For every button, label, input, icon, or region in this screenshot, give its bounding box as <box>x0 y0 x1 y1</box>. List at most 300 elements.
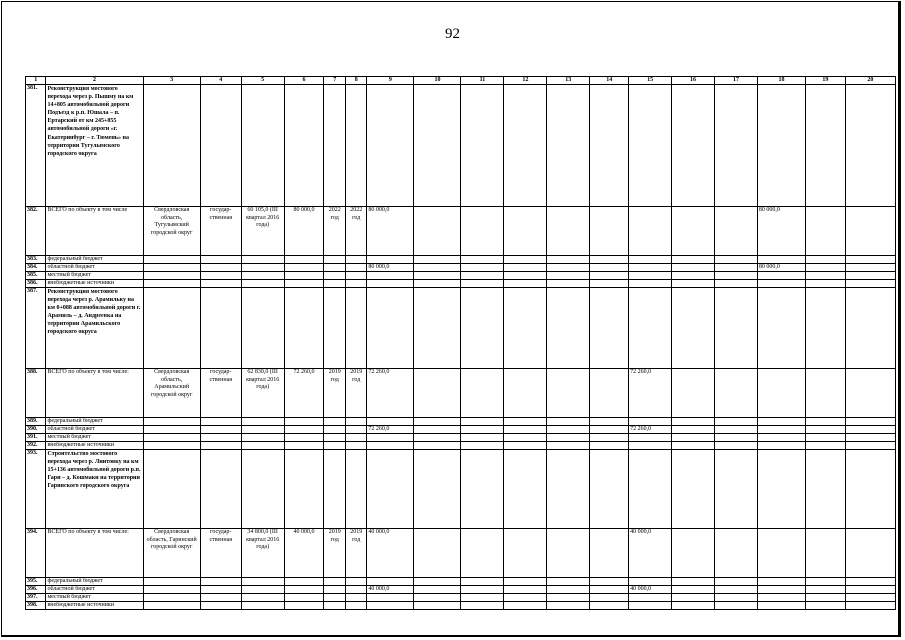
cell-col-5 <box>241 280 284 288</box>
cell-col-16 <box>672 272 715 280</box>
cell-col-18 <box>757 578 805 586</box>
cell-col-4 <box>200 450 241 529</box>
table-row <box>26 256 896 264</box>
cell-col-11 <box>461 602 504 610</box>
cell-col-6: 72 260,0 <box>284 369 324 418</box>
table-row <box>26 418 896 426</box>
cell-col-19 <box>805 578 845 586</box>
cell-col-20 <box>845 594 895 602</box>
column-number-7: 7 <box>324 77 345 85</box>
cell-col-18 <box>757 594 805 602</box>
cell-col-20 <box>845 369 895 418</box>
cell-col-19 <box>805 434 845 442</box>
cell-col-15 <box>629 602 672 610</box>
cell-col-3 <box>143 586 200 594</box>
cell-col-6 <box>284 280 324 288</box>
row-number: 383. <box>26 256 46 264</box>
cell-col-9: 72 260,0 <box>367 369 414 418</box>
cell-col-5 <box>241 256 284 264</box>
cell-col-17 <box>714 288 757 369</box>
cell-col-14 <box>590 450 629 529</box>
program-table <box>25 76 896 610</box>
cell-col-11 <box>461 207 504 256</box>
cell-col-13 <box>547 450 590 529</box>
cell-col-19 <box>805 602 845 610</box>
table-row <box>26 288 896 369</box>
column-number-1: 1 <box>26 77 46 85</box>
row-number: 397. <box>26 594 46 602</box>
cell-col-14 <box>590 264 629 272</box>
cell-col-11 <box>461 256 504 264</box>
cell-col-11 <box>461 586 504 594</box>
cell-col-9: 40 000,0 <box>367 586 414 594</box>
cell-col-5 <box>241 85 284 207</box>
cell-col-6: 80 000,0 <box>284 207 324 256</box>
cell-col-15: 72 260,0 <box>629 426 672 434</box>
cell-col-17 <box>714 594 757 602</box>
cell-col-18 <box>757 280 805 288</box>
cell-col-3 <box>143 264 200 272</box>
cell-col-11 <box>461 594 504 602</box>
row-number: 384. <box>26 264 46 272</box>
cell-col-17 <box>714 578 757 586</box>
cell-col-10 <box>414 602 461 610</box>
table-row <box>26 280 896 288</box>
cell-col-16 <box>672 85 715 207</box>
cell-col-13 <box>547 369 590 418</box>
cell-col-4 <box>200 256 241 264</box>
cell-col-16 <box>672 602 715 610</box>
cell-col-9: 80 000,0 <box>367 207 414 256</box>
cell-col-4: государ-ственная <box>200 207 241 256</box>
cell-col-13 <box>547 264 590 272</box>
cell-col-18 <box>757 256 805 264</box>
cell-col-19 <box>805 272 845 280</box>
cell-col-14 <box>590 418 629 426</box>
cell-col-13 <box>547 602 590 610</box>
cell-col-18 <box>757 85 805 207</box>
cell-col-14 <box>590 602 629 610</box>
table-row <box>26 207 896 256</box>
table-row <box>26 586 896 594</box>
cell-col-18 <box>757 272 805 280</box>
cell-col-19 <box>805 85 845 207</box>
cell-col-7 <box>324 450 345 529</box>
row-number: 393. <box>26 450 46 529</box>
cell-col-14 <box>590 594 629 602</box>
page-number: 92 <box>445 26 460 42</box>
cell-col-19 <box>805 280 845 288</box>
cell-col-13 <box>547 426 590 434</box>
cell-col-12 <box>504 264 547 272</box>
cell-col-7: 2019 год <box>324 369 345 418</box>
cell-col-16 <box>672 594 715 602</box>
cell-col-12 <box>504 272 547 280</box>
cell-col-7 <box>324 426 345 434</box>
cell-col-17 <box>714 280 757 288</box>
table-row <box>26 602 896 610</box>
row-number: 388. <box>26 369 46 418</box>
cell-col-11 <box>461 434 504 442</box>
cell-col-20 <box>845 602 895 610</box>
cell-col-8 <box>345 280 366 288</box>
cell-col-5 <box>241 586 284 594</box>
cell-col-9: 72 260,0 <box>367 426 414 434</box>
cell-col-16 <box>672 418 715 426</box>
cell-col-20 <box>845 442 895 450</box>
cell-col-20 <box>845 280 895 288</box>
cell-col-17 <box>714 529 757 578</box>
cell-col-8 <box>345 272 366 280</box>
cell-col-20 <box>845 426 895 434</box>
column-number-16: 16 <box>672 77 715 85</box>
column-number-3: 3 <box>143 77 200 85</box>
cell-col-15 <box>629 450 672 529</box>
cell-col-3: Свердловская область, Гаринский городской округ <box>143 529 200 578</box>
cell-col-2: внебюджетные источники <box>46 602 143 610</box>
cell-col-11 <box>461 426 504 434</box>
cell-col-6 <box>284 586 324 594</box>
cell-col-15: 72 260,0 <box>629 369 672 418</box>
cell-col-6 <box>284 288 324 369</box>
cell-col-8 <box>345 264 366 272</box>
cell-col-18: 80 000,0 <box>757 207 805 256</box>
column-number-20: 20 <box>845 77 895 85</box>
cell-col-17 <box>714 442 757 450</box>
cell-col-6 <box>284 256 324 264</box>
cell-col-17 <box>714 450 757 529</box>
cell-col-15 <box>629 207 672 256</box>
cell-col-12 <box>504 207 547 256</box>
cell-col-4 <box>200 602 241 610</box>
cell-col-13 <box>547 272 590 280</box>
cell-col-8 <box>345 450 366 529</box>
cell-col-13 <box>547 529 590 578</box>
cell-col-10 <box>414 256 461 264</box>
cell-col-7 <box>324 442 345 450</box>
cell-col-18 <box>757 602 805 610</box>
cell-col-7 <box>324 602 345 610</box>
column-header-row <box>26 77 896 85</box>
cell-col-7 <box>324 586 345 594</box>
cell-col-15 <box>629 594 672 602</box>
cell-col-17 <box>714 418 757 426</box>
cell-col-13 <box>547 207 590 256</box>
cell-col-10 <box>414 529 461 578</box>
cell-col-7 <box>324 578 345 586</box>
cell-col-5 <box>241 442 284 450</box>
cell-col-10 <box>414 594 461 602</box>
cell-col-7 <box>324 288 345 369</box>
cell-col-19 <box>805 369 845 418</box>
cell-col-8 <box>345 594 366 602</box>
cell-col-3 <box>143 272 200 280</box>
row-number: 387. <box>26 288 46 369</box>
cell-col-6 <box>284 450 324 529</box>
cell-col-3: Свердловская область, Арамильский городской округ <box>143 369 200 418</box>
cell-col-16 <box>672 529 715 578</box>
cell-col-8 <box>345 434 366 442</box>
cell-col-15: 40 000,0 <box>629 529 672 578</box>
column-number-11: 11 <box>461 77 504 85</box>
cell-col-12 <box>504 450 547 529</box>
cell-col-15 <box>629 418 672 426</box>
cell-col-5 <box>241 594 284 602</box>
cell-col-20 <box>845 264 895 272</box>
column-number-8: 8 <box>345 77 366 85</box>
cell-col-4 <box>200 418 241 426</box>
cell-col-2: областной бюджет <box>46 264 143 272</box>
cell-col-11 <box>461 369 504 418</box>
table-row <box>26 594 896 602</box>
cell-col-10 <box>414 280 461 288</box>
column-number-13: 13 <box>547 77 590 85</box>
cell-col-4 <box>200 264 241 272</box>
cell-col-15 <box>629 272 672 280</box>
cell-col-15 <box>629 578 672 586</box>
cell-col-9 <box>367 434 414 442</box>
cell-col-2: внебюджетные источники <box>46 280 143 288</box>
cell-col-19 <box>805 586 845 594</box>
cell-col-16 <box>672 288 715 369</box>
cell-col-3 <box>143 280 200 288</box>
cell-col-5: 60 105,0 (III квартал 2016 года) <box>241 207 284 256</box>
cell-col-17 <box>714 434 757 442</box>
cell-col-5 <box>241 264 284 272</box>
cell-col-12 <box>504 280 547 288</box>
column-number-14: 14 <box>590 77 629 85</box>
cell-col-3 <box>143 434 200 442</box>
cell-col-14 <box>590 288 629 369</box>
cell-col-10 <box>414 85 461 207</box>
cell-col-5 <box>241 602 284 610</box>
cell-col-10 <box>414 586 461 594</box>
cell-col-15 <box>629 434 672 442</box>
column-number-6: 6 <box>284 77 324 85</box>
cell-col-2: ВСЕГО по объекту в том числе <box>46 207 143 256</box>
cell-col-8: 2022 год <box>345 207 366 256</box>
cell-col-14 <box>590 529 629 578</box>
table-row <box>26 272 896 280</box>
column-number-2: 2 <box>46 77 143 85</box>
cell-col-12 <box>504 442 547 450</box>
cell-col-9 <box>367 602 414 610</box>
cell-col-18 <box>757 586 805 594</box>
cell-col-18 <box>757 529 805 578</box>
cell-col-15: 40 000,0 <box>629 586 672 594</box>
cell-col-7: 2019 год <box>324 529 345 578</box>
table-row <box>26 442 896 450</box>
cell-col-6: 40 000,0 <box>284 529 324 578</box>
cell-col-8 <box>345 418 366 426</box>
cell-col-9: 40 000,0 <box>367 529 414 578</box>
row-number: 392. <box>26 442 46 450</box>
cell-col-8 <box>345 426 366 434</box>
cell-col-11 <box>461 264 504 272</box>
cell-col-20 <box>845 207 895 256</box>
cell-col-6 <box>284 426 324 434</box>
cell-col-11 <box>461 85 504 207</box>
cell-col-5 <box>241 434 284 442</box>
cell-col-16 <box>672 256 715 264</box>
cell-col-7 <box>324 280 345 288</box>
cell-col-2: ВСЕГО по объекту в том числе: <box>46 369 143 418</box>
cell-col-18: 80 000,0 <box>757 264 805 272</box>
cell-col-20 <box>845 256 895 264</box>
cell-col-6 <box>284 434 324 442</box>
cell-col-6 <box>284 602 324 610</box>
cell-col-3: Свердловская область, Тугулымский городской округ <box>143 207 200 256</box>
cell-col-4: государ-ственная <box>200 369 241 418</box>
cell-col-3 <box>143 85 200 207</box>
cell-col-17 <box>714 586 757 594</box>
cell-col-10 <box>414 434 461 442</box>
table-row <box>26 85 896 207</box>
cell-col-15 <box>629 264 672 272</box>
cell-col-4 <box>200 578 241 586</box>
row-number: 381. <box>26 85 46 207</box>
cell-col-8 <box>345 288 366 369</box>
cell-col-8 <box>345 256 366 264</box>
cell-col-19 <box>805 264 845 272</box>
row-number: 394. <box>26 529 46 578</box>
cell-col-14 <box>590 426 629 434</box>
cell-col-3 <box>143 450 200 529</box>
cell-col-14 <box>590 280 629 288</box>
cell-col-12 <box>504 426 547 434</box>
cell-col-16 <box>672 450 715 529</box>
cell-col-4 <box>200 442 241 450</box>
cell-col-6 <box>284 264 324 272</box>
row-number: 398. <box>26 602 46 610</box>
cell-col-16 <box>672 578 715 586</box>
cell-col-17 <box>714 256 757 264</box>
cell-col-16 <box>672 369 715 418</box>
column-number-17: 17 <box>714 77 757 85</box>
cell-col-19 <box>805 288 845 369</box>
cell-col-14 <box>590 434 629 442</box>
cell-col-4 <box>200 586 241 594</box>
cell-col-15 <box>629 85 672 207</box>
cell-col-19 <box>805 450 845 529</box>
cell-col-12 <box>504 529 547 578</box>
cell-col-8 <box>345 602 366 610</box>
cell-col-20 <box>845 418 895 426</box>
cell-col-16 <box>672 207 715 256</box>
cell-col-16 <box>672 264 715 272</box>
cell-col-2: Строительство мостового перехода через р. Лиитовку на км 15+136 автомобильной дороги р.п. Гари – д. Кошмаки на территории Гаринского городского округа <box>46 450 143 529</box>
cell-col-3 <box>143 418 200 426</box>
cell-col-14 <box>590 207 629 256</box>
cell-col-10 <box>414 450 461 529</box>
cell-col-17 <box>714 369 757 418</box>
cell-col-19 <box>805 418 845 426</box>
cell-col-10 <box>414 207 461 256</box>
cell-col-6 <box>284 442 324 450</box>
cell-col-3 <box>143 426 200 434</box>
cell-col-4 <box>200 426 241 434</box>
cell-col-12 <box>504 594 547 602</box>
cell-col-8 <box>345 85 366 207</box>
cell-col-20 <box>845 85 895 207</box>
cell-col-13 <box>547 85 590 207</box>
cell-col-17 <box>714 85 757 207</box>
cell-col-5 <box>241 288 284 369</box>
cell-col-12 <box>504 418 547 426</box>
cell-col-12 <box>504 85 547 207</box>
cell-col-2: федеральный бюджет <box>46 578 143 586</box>
cell-col-6 <box>284 272 324 280</box>
cell-col-9: 80 000,0 <box>367 264 414 272</box>
cell-col-14 <box>590 272 629 280</box>
cell-col-9 <box>367 594 414 602</box>
column-number-19: 19 <box>805 77 845 85</box>
cell-col-13 <box>547 288 590 369</box>
cell-col-8 <box>345 442 366 450</box>
cell-col-7 <box>324 434 345 442</box>
cell-col-9 <box>367 256 414 264</box>
cell-col-10 <box>414 288 461 369</box>
cell-col-20 <box>845 529 895 578</box>
cell-col-3 <box>143 288 200 369</box>
cell-col-4 <box>200 434 241 442</box>
cell-col-4 <box>200 288 241 369</box>
cell-col-20 <box>845 272 895 280</box>
cell-col-12 <box>504 256 547 264</box>
cell-col-20 <box>845 586 895 594</box>
table-row <box>26 450 896 529</box>
cell-col-12 <box>504 369 547 418</box>
cell-col-4 <box>200 272 241 280</box>
cell-col-2: областной бюджет <box>46 426 143 434</box>
cell-col-13 <box>547 594 590 602</box>
cell-col-10 <box>414 264 461 272</box>
cell-col-3 <box>143 594 200 602</box>
cell-col-18 <box>757 418 805 426</box>
cell-col-14 <box>590 85 629 207</box>
cell-col-2: областной бюджет <box>46 586 143 594</box>
cell-col-13 <box>547 418 590 426</box>
cell-col-15 <box>629 288 672 369</box>
cell-col-10 <box>414 369 461 418</box>
column-number-10: 10 <box>414 77 461 85</box>
cell-col-16 <box>672 586 715 594</box>
cell-col-4: государ-ственная <box>200 529 241 578</box>
cell-col-2: местный бюджет <box>46 434 143 442</box>
cell-col-16 <box>672 426 715 434</box>
cell-col-11 <box>461 418 504 426</box>
cell-col-9 <box>367 280 414 288</box>
row-number: 382. <box>26 207 46 256</box>
cell-col-11 <box>461 450 504 529</box>
cell-col-2: федеральный бюджет <box>46 256 143 264</box>
cell-col-5 <box>241 450 284 529</box>
cell-col-19 <box>805 426 845 434</box>
cell-col-18 <box>757 426 805 434</box>
table-row <box>26 264 896 272</box>
cell-col-14 <box>590 578 629 586</box>
cell-col-5: 62 830,0 (III квартал 2016 года) <box>241 369 284 418</box>
cell-col-3 <box>143 602 200 610</box>
cell-col-11 <box>461 578 504 586</box>
cell-col-17 <box>714 264 757 272</box>
cell-col-2: Реконструкция мостового перехода через р. Арамильку на км 0+088 автомобильной дороги г. Арамиль – д. Андреевка на территории Арамильского городского округа <box>46 288 143 369</box>
cell-col-19 <box>805 256 845 264</box>
cell-col-10 <box>414 272 461 280</box>
cell-col-20 <box>845 450 895 529</box>
cell-col-9 <box>367 288 414 369</box>
table-row <box>26 434 896 442</box>
